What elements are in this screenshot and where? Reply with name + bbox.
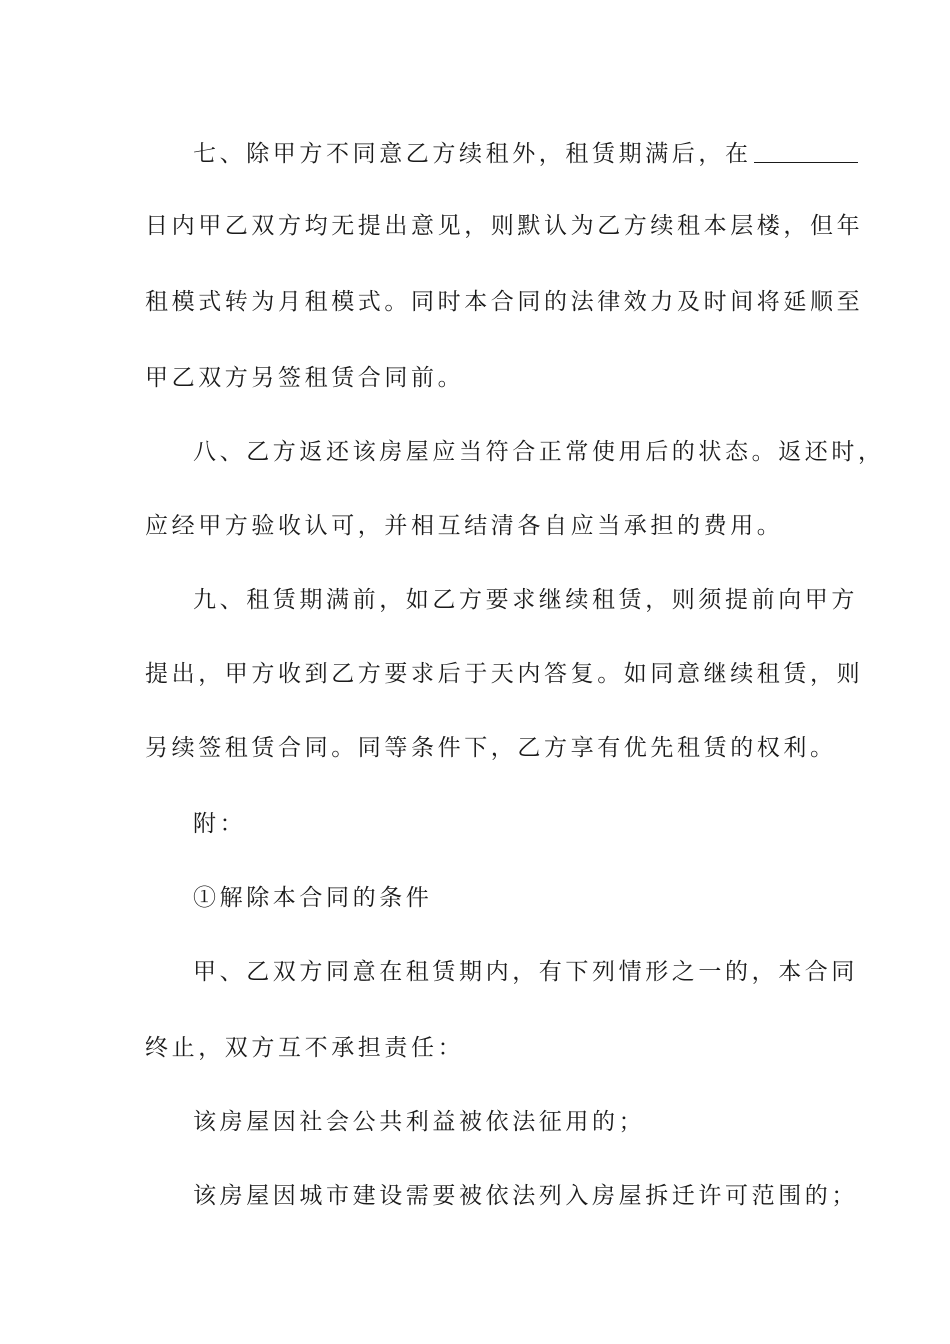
clause-7-line-3: 租模式转为月租模式。同时本合同的法律效力及时间将延顺至 (145, 289, 864, 315)
clause-9-line-1: 九、租赁期满前，如乙方要求继续租赁，则须提前向甲方 (193, 587, 858, 613)
fill-in-blank (754, 142, 858, 163)
termination-intro-line-2: 终止，双方互不承担责任： (145, 1035, 465, 1061)
clause-8-line-1: 八、乙方返还该房屋应当符合正常使用后的状态。返还时， (193, 439, 885, 465)
termination-intro-line-1: 甲、乙双方同意在租赁期内，有下列情形之一的，本合同 (193, 959, 858, 985)
text: 七、除甲方不同意乙方续租外，租赁期满后，在 (193, 141, 752, 167)
clause-7-line-4: 甲乙双方另签租赁合同前。 (145, 365, 465, 391)
clause-9-line-3: 另续签租赁合同。同等条件下，乙方享有优先租赁的权利。 (145, 735, 837, 761)
clause-8-line-2: 应经甲方验收认可，并相互结清各自应当承担的费用。 (145, 513, 784, 539)
appendix-heading: 附： (193, 811, 247, 837)
clause-9-line-2: 提出，甲方收到乙方要求后于天内答复。如同意继续租赁，则 (145, 661, 864, 687)
condition-item-2: 该房屋因城市建设需要被依法列入房屋拆迁许可范围的； (193, 1183, 858, 1209)
condition-item-1: 该房屋因社会公共利益被依法征用的； (193, 1109, 646, 1135)
clause-7-line-2: 日内甲乙双方均无提出意见，则默认为乙方续租本层楼，但年 (145, 213, 864, 239)
clause-7-line-1 (193, 138, 858, 170)
termination-conditions-heading: ①解除本合同的条件 (193, 885, 433, 911)
